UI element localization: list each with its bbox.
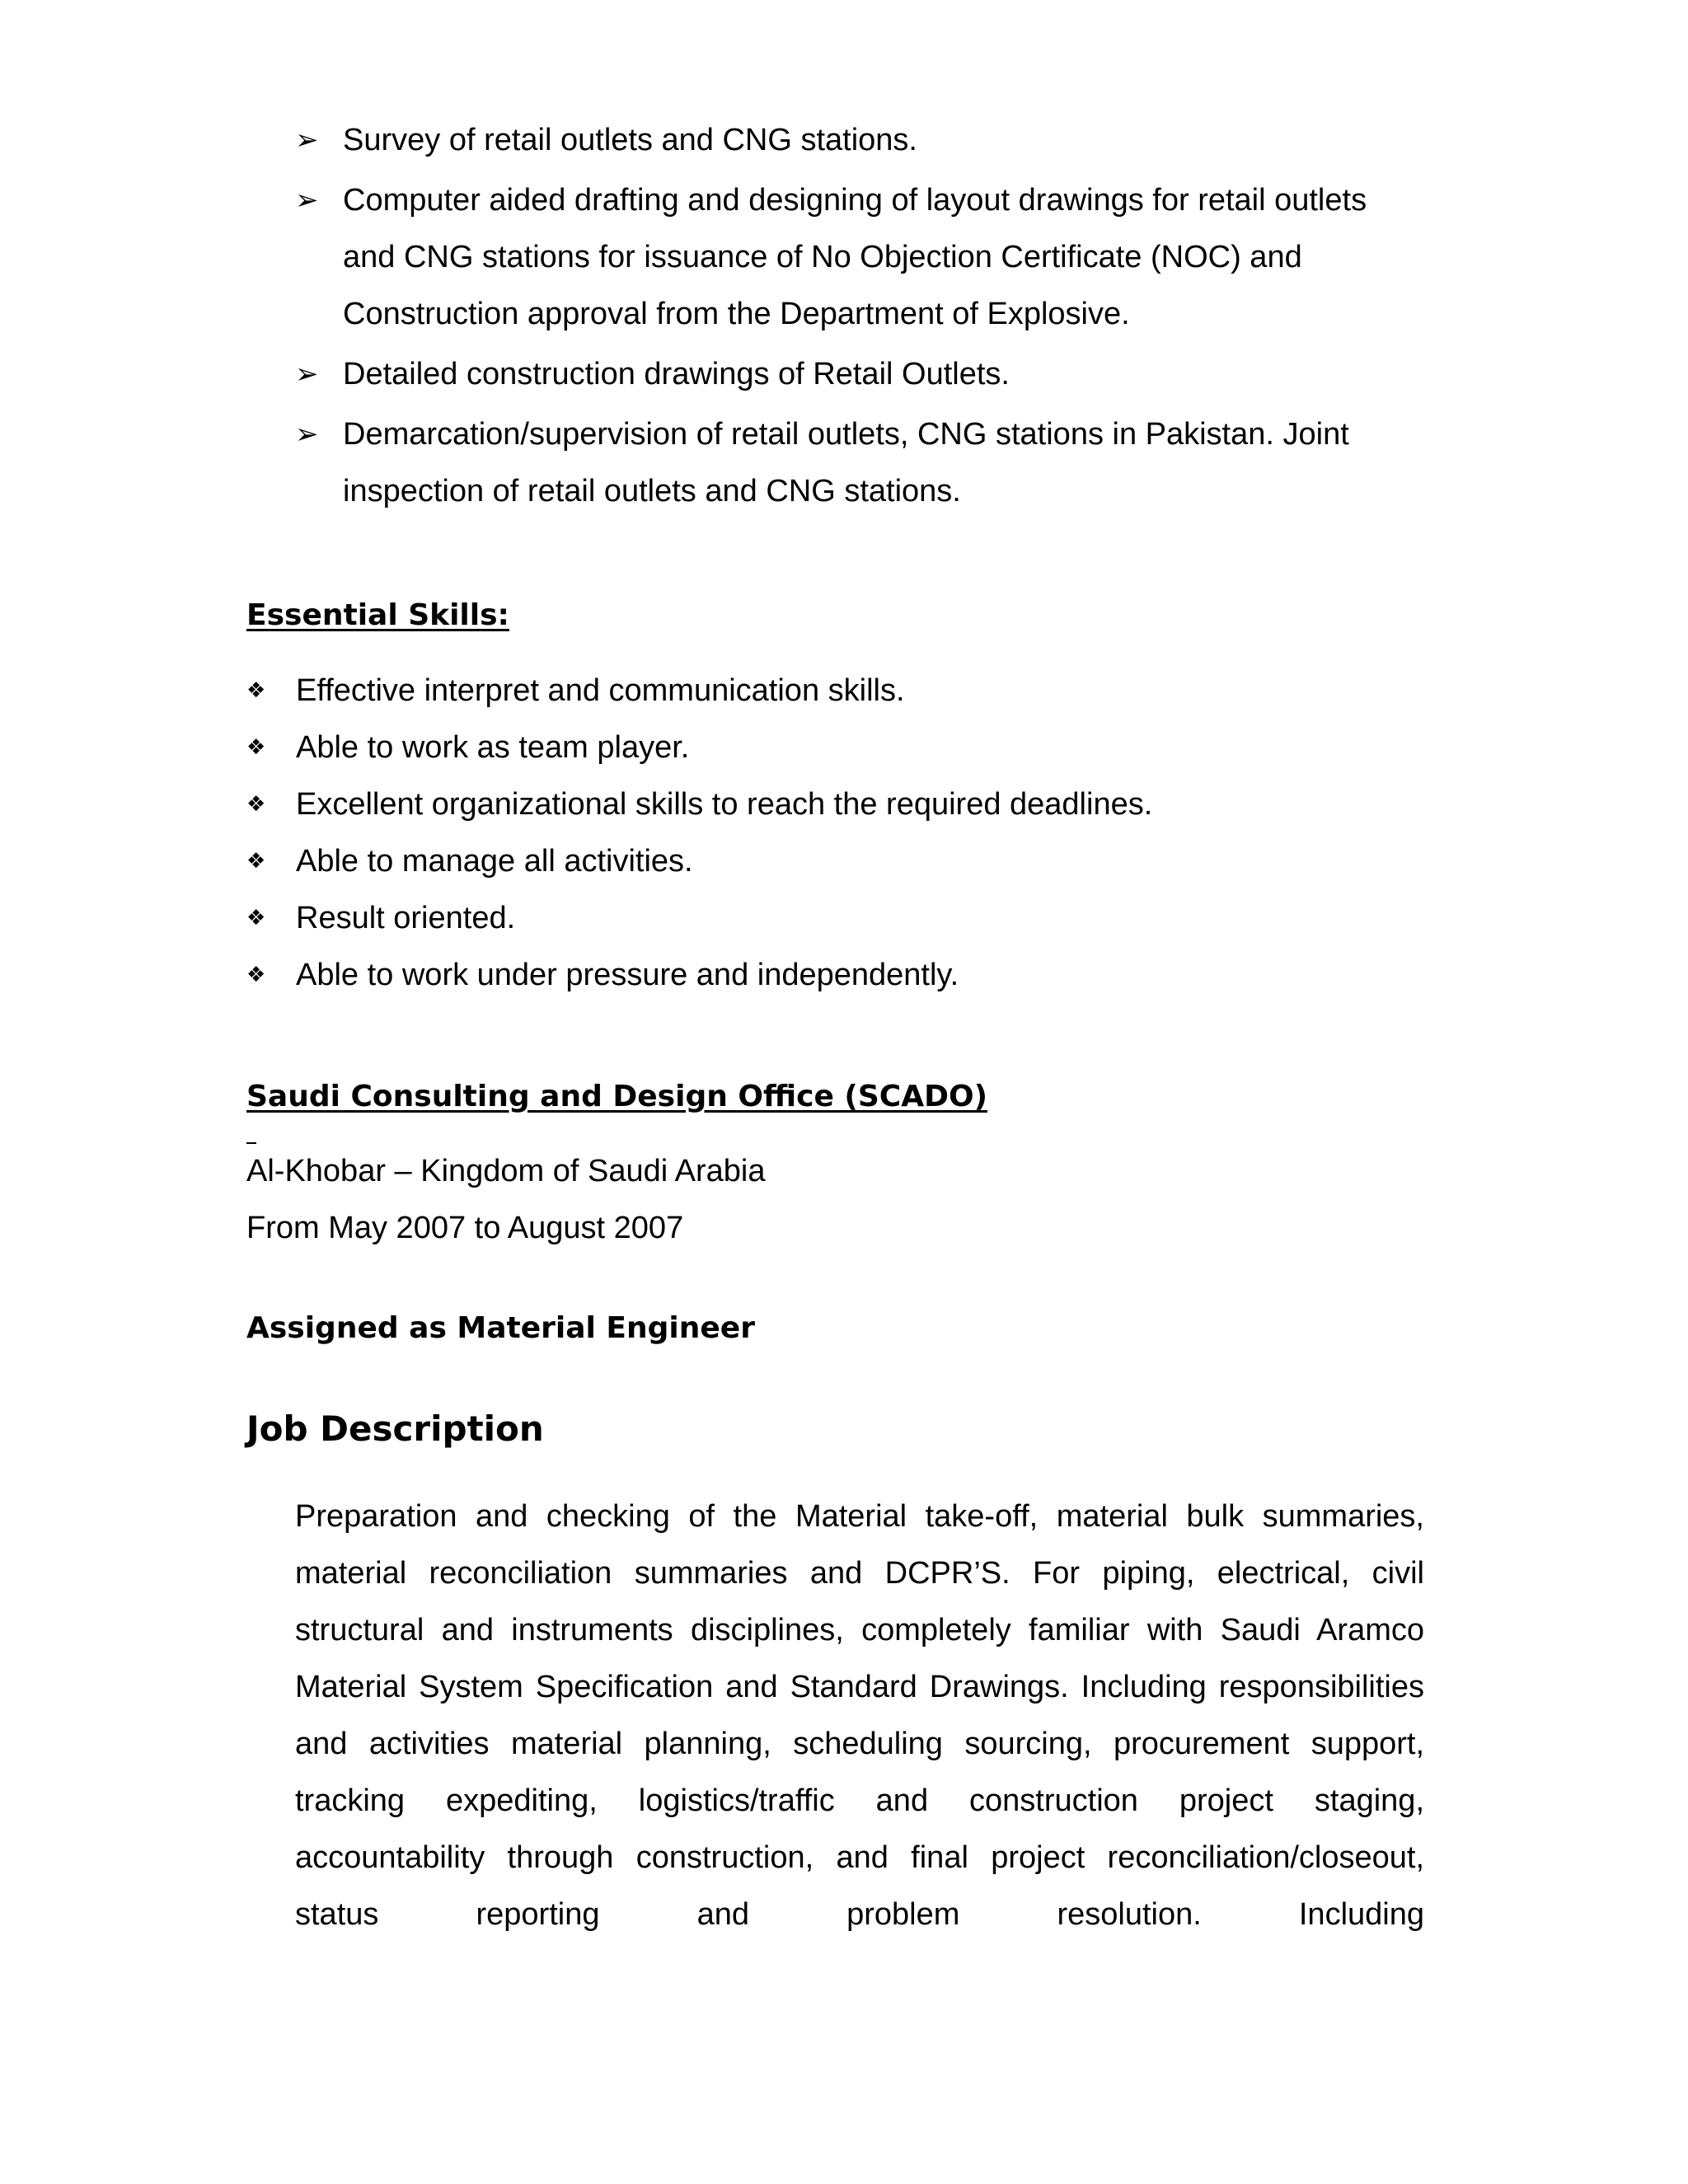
duty-item (295, 406, 1424, 520)
skills-list (246, 663, 1433, 1004)
arrow-bullet-icon: ➢ (295, 358, 319, 391)
job-role: Assigned as Material Engineer (246, 1311, 755, 1345)
skill-text: Able to work under pressure and independently. (296, 958, 959, 992)
diamond-bullet-icon: ❖ (246, 963, 266, 987)
skill-item (246, 833, 1433, 890)
duty-text: Computer aided drafting and designing of layout drawings for retail outlets and CNG stations for issuance of No Objection Certificate (NOC) and Construction approval from the Department of Explosive. (343, 183, 1367, 331)
duty-text: Survey of retail outlets and CNG stations. (343, 123, 917, 157)
duty-text: Demarcation/supervision of retail outlets, CNG stations in Pakistan. Joint inspection of retail outlets and CNG stations. (343, 417, 1349, 509)
skill-item (246, 947, 1433, 1004)
skill-text: Able to manage all activities. (296, 844, 693, 879)
arrow-bullet-icon: ➢ (295, 124, 319, 157)
company-location: Al-Khobar – Kingdom of Saudi Arabia (246, 1154, 766, 1188)
diamond-bullet-icon: ❖ (246, 906, 266, 930)
duty-item (295, 346, 1424, 403)
arrow-bullet-icon: ➢ (295, 418, 319, 451)
employment-period: From May 2007 to August 2007 (246, 1211, 684, 1245)
diamond-bullet-icon: ❖ (246, 792, 266, 817)
company-name: Saudi Consulting and Design Office (SCADO) (246, 1080, 988, 1113)
skill-item (246, 719, 1433, 776)
skill-text: Result oriented. (296, 901, 516, 935)
job-description-text: Preparation and checking of the Material take-off, material bulk summaries, material reconciliation summaries and DCPR’S. For piping, electrical, civil structural and instruments disciplines, completely familiar with Saudi Aramco Material System Specification and Standard Drawings. Including responsibilities and activities material planning, scheduling sourcing, procurement support, tracking expediting, logistics/traffic and construction project staging, accountability through construction, and final project reconciliation/closeout, status reporting and problem resolution. Including (295, 1499, 1424, 1932)
skills-heading: Essential Skills: (246, 598, 509, 632)
skill-item (246, 776, 1433, 833)
duty-item (295, 172, 1424, 343)
skill-item (246, 663, 1433, 719)
job-description-heading: Job Description (246, 1408, 544, 1449)
arrow-bullet-icon: ➢ (295, 184, 319, 217)
diamond-bullet-icon: ❖ (246, 678, 266, 703)
duty-item (295, 112, 1424, 169)
diamond-bullet-icon: ❖ (246, 849, 266, 874)
skill-text: Excellent organizational skills to reach the required deadlines. (296, 787, 1153, 822)
duties-list (295, 112, 1424, 523)
skill-item (246, 890, 1433, 947)
skill-text: Effective interpret and communication skills. (296, 673, 905, 708)
duty-text: Detailed construction drawings of Retail Outlets. (343, 357, 1010, 391)
diamond-bullet-icon: ❖ (246, 735, 266, 760)
skill-text: Able to work as team player. (296, 730, 690, 765)
